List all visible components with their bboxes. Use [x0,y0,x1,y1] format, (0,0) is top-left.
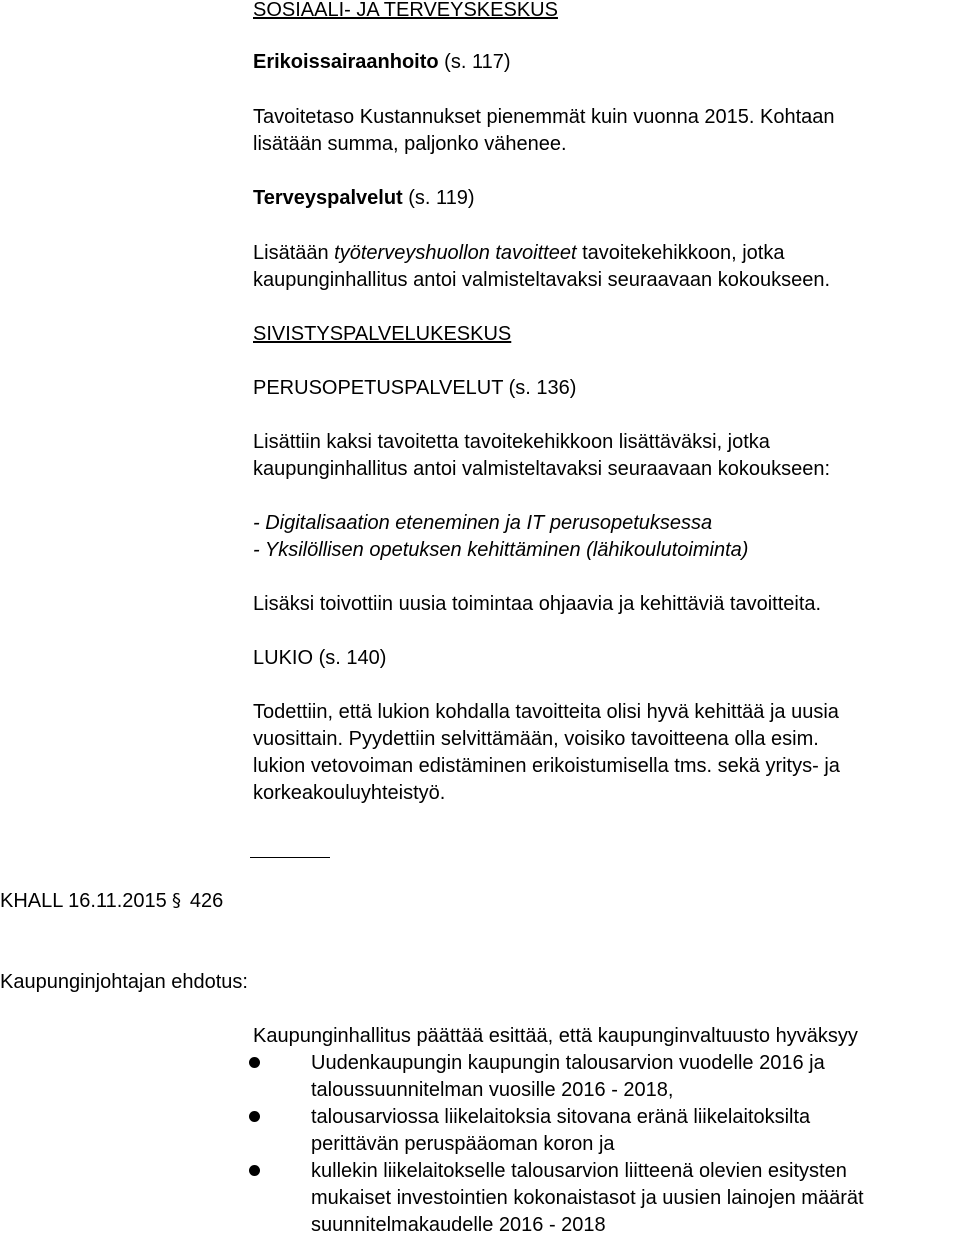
khall-date: KHALL 16.11.2015 [0,890,167,912]
bullet-3-line1: kullekin liikelaitokselle talousarvion liitteenä olevien esitysten [311,1160,847,1182]
erikoissairaanhoito-ref: (s. 117) [438,51,511,73]
khall-number: 426 [189,890,224,912]
perusopetus-text-line2: kaupunginhallitus antoi valmisteltavaksi seuraavaan kokoukseen: [253,458,831,480]
perusopetus-item-1: - Digitalisaation eteneminen ja IT perusopetuksessa [253,512,713,534]
terveyspalvelut-text-c: tavoitekehikkoon, jotka [576,242,785,264]
lukio-text-line3: lukion vetovoiman edistäminen erikoistumisella tms. sekä yritys- ja [253,755,840,777]
lukio-text-line2: vuosittain. Pyydettiin selvittämään, voisiko tavoitteena olla esim. [253,728,819,750]
perusopetus-item-2: - Yksilöllisen opetuksen kehittäminen (lähikoulutoiminta) [253,539,749,561]
terveyspalvelut-text-a: Lisätään [253,242,335,264]
bullet-3-line3: suunnitelmakaudelle 2016 - 2018 [311,1214,606,1236]
khall-reference [0,888,223,914]
bullet-2-line2: perittävän peruspääoman koron ja [311,1133,615,1155]
sivistys-heading: SIVISTYSPALVELUKESKUS [253,323,512,345]
proposal-intro: Kaupunginhallitus päättää esittää, että kaupunginvaltuusto hyväksyy [253,1025,858,1047]
bullet-3-line2: mukaiset investointien kokonaistasot ja uusien lainojen määrät [311,1187,864,1209]
terveyspalvelut-text-line2: kaupunginhallitus antoi valmisteltavaksi seuraavaan kokoukseen. [253,269,831,291]
terveyspalvelut-ref: (s. 119) [402,187,475,209]
proposal-label: Kaupunginjohtajan ehdotus: [0,971,248,993]
section-divider [250,857,330,858]
bullet-2-icon [249,1111,260,1122]
perusopetus-heading: PERUSOPETUSPALVELUT (s. 136) [253,377,577,399]
perusopetus-text-line3: Lisäksi toivottiin uusia toimintaa ohjaavia ja kehittäviä tavoitteita. [253,593,822,615]
bullet-1-line1: Uudenkaupungin kaupungin talousarvion vuodelle 2016 ja [311,1052,825,1074]
svg-text:§: § [172,891,182,909]
erikoissairaanhoito-heading [253,49,511,75]
erikoissairaanhoito-text-line1: Tavoitetaso Kustannukset pienemmät kuin vuonna 2015. Kohtaan [253,106,835,128]
terveyspalvelut-heading [253,185,475,211]
erikoissairaanhoito-title: Erikoissairaanhoito [253,51,439,73]
perusopetus-text-line1: Lisättiin kaksi tavoitetta tavoitekehikkoon lisättäväksi, jotka [253,431,770,453]
lukio-heading: LUKIO (s. 140) [253,647,387,669]
bullet-1-line2: taloussuunnitelman vuosille 2016 - 2018, [311,1079,674,1101]
lukio-text-line4: korkeakouluyhteistyö. [253,782,446,804]
lukio-text-line1: Todettiin, että lukion kohdalla tavoitteita olisi hyvä kehittää ja uusia [253,701,839,723]
bullet-3-icon [249,1165,260,1176]
terveyspalvelut-title: Terveyspalvelut [253,187,403,209]
terveyspalvelut-text-italic: työterveyshuollon tavoitteet [334,242,577,264]
erikoissairaanhoito-text-line2: lisätään summa, paljonko vähenee. [253,133,567,155]
section-sign-icon [172,891,184,909]
sote-heading: SOSIAALI- JA TERVEYSKESKUS [253,0,558,21]
bullet-1-icon [249,1057,260,1068]
bullet-2-line1: talousarviossa liikelaitoksia sitovana eränä liikelaitoksilta [311,1106,811,1128]
terveyspalvelut-text-line1 [253,240,784,266]
